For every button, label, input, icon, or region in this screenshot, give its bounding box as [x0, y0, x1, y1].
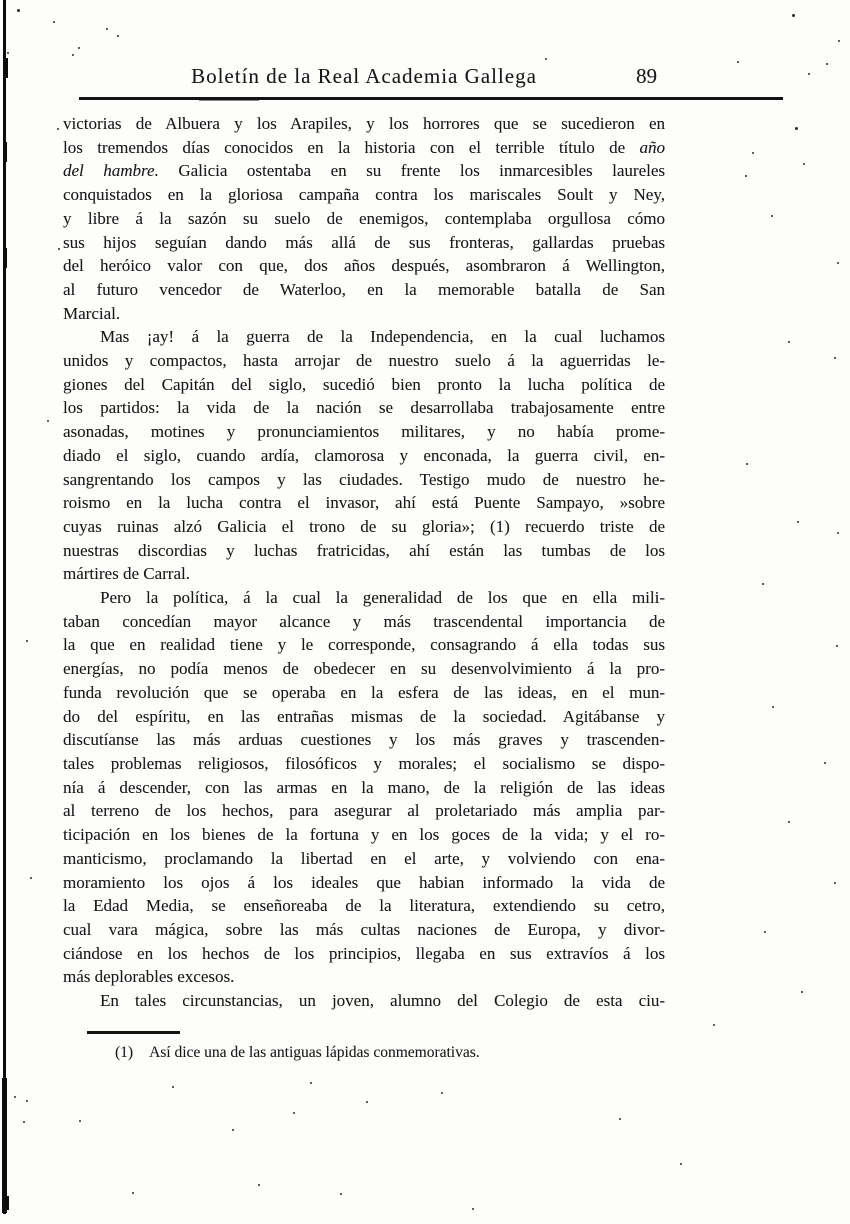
- text-line: giones del Capitán del siglo, sucedió bien pronto la lucha política de: [63, 374, 665, 394]
- scan-speck: [26, 1100, 28, 1102]
- text-line: nuestras discordias y luchas fratricidas, ahí están las tumbas de los: [63, 540, 665, 560]
- text-line: manticismo, proclamando la libertad en el arte, y volviendo con ena-: [63, 848, 665, 868]
- scan-edge-artifact: [2, 1078, 7, 1213]
- footnote: [63, 1042, 665, 1064]
- scan-speck: [837, 262, 839, 264]
- text-line: y libre á la sazón su suelo de enemigos, contemplaba orgullosa cómo: [63, 208, 665, 228]
- text-line: discutíanse las más arduas cuestiones y los más graves y trascenden-: [63, 730, 665, 750]
- text-line: tales problemas religiosos, filosóficos y morales; el socialismo se dispo-: [63, 753, 665, 773]
- scan-speck: [340, 1193, 342, 1195]
- text-line: asonadas, motines y pronunciamientos militares, y no había prome-: [63, 422, 665, 442]
- text-line: diado el siglo, cuando ardía, clamorosa y enconada, la guerra civil, en-: [63, 445, 665, 465]
- text-line: conquistados en la gloriosa campaña contra los mariscales Soult y Ney,: [63, 185, 665, 205]
- scan-edge-artifact: [3, 58, 8, 78]
- paragraph: [63, 586, 665, 989]
- text-line: al futuro vencedor de Waterloo, en la memorable batalla de San: [63, 279, 665, 299]
- paragraph: [63, 112, 665, 325]
- scan-speck: [293, 1112, 295, 1114]
- scan-speck: [79, 1120, 81, 1122]
- scan-speck: [838, 40, 840, 42]
- scan-speck: [132, 1192, 134, 1194]
- scan-speck: [545, 58, 547, 60]
- scan-speck: [801, 991, 803, 993]
- scan-speck: [788, 821, 790, 823]
- scan-speck: [172, 1086, 174, 1088]
- text-line: Mas ¡ay! á la guerra de la Independencia, en la cual luchamos: [100, 327, 665, 347]
- text-line: cuyas ruinas alzó Galicia el trono de su gloria»; (1) recuerdo triste de: [63, 516, 665, 536]
- scan-speck: [30, 877, 32, 879]
- scan-speck: [17, 9, 20, 12]
- footnote-marker: (1): [115, 1044, 134, 1061]
- scan-speck: [795, 127, 798, 130]
- scan-edge-artifact: [3, 0, 6, 1214]
- text-line: do del espíritu, en las entrañas mismas de la sociedad. Agitábanse y: [63, 706, 665, 726]
- scan-speck: [824, 762, 826, 764]
- scan-speck: [117, 35, 119, 37]
- text-line: sangrentando los campos y las ciudades. Testigo mudo de nuestro he-: [63, 469, 665, 489]
- scan-speck: [106, 28, 108, 30]
- scan-speck: [26, 640, 28, 642]
- scan-speck: [752, 152, 754, 154]
- text-line: al terreno de los hechos, para asegurar al proletariado más amplia par-: [63, 801, 665, 821]
- journal-title: Boletín de la Real Academia Gallega: [191, 64, 537, 88]
- text-line: del hambre. Galicia ostentaba en su frente los inmarcesibles laureles: [63, 161, 666, 181]
- text-line: funda revolución que se operaba en la esfera de las ideas, en el mun-: [63, 682, 665, 702]
- scan-edge-artifact: [3, 142, 7, 162]
- running-head: [63, 64, 665, 88]
- scan-speck: [808, 73, 810, 75]
- paragraph: [63, 325, 665, 586]
- scan-speck: [258, 1184, 260, 1186]
- scan-edge-artifact: [3, 248, 7, 268]
- text-line: del heróico valor con que, dos años después, asombraron á Wellington,: [63, 256, 665, 276]
- page-body: [63, 112, 665, 1013]
- scan-speck: [746, 463, 748, 465]
- text-line: los partidos: la vida de la nación se desarrollaba trabajosamente entre: [63, 398, 665, 418]
- scan-speck: [737, 61, 739, 63]
- text-line: mártires de Carral.: [63, 564, 190, 584]
- text-line: En tales circunstancias, un joven, alumno del Colegio de esta ciu-: [100, 991, 665, 1011]
- header-rule: [79, 97, 783, 100]
- scan-speck: [837, 532, 839, 534]
- text-line: Pero la política, á la cual la generalidad de los que en ella mili-: [100, 588, 665, 608]
- text-line: cual vara mágica, sobre las más cultas naciones de Europa, y divor-: [63, 919, 665, 939]
- scan-speck: [803, 163, 805, 165]
- scan-edge-artifact: [2, 1196, 9, 1210]
- scan-speck: [771, 215, 773, 217]
- text-line: nía á descender, con las armas en la mano, de la religión de las ideas: [63, 777, 665, 797]
- text-line: unidos y compactos, hasta arrojar de nuestro suelo á la aguerridas le-: [63, 351, 665, 371]
- text-line: la Edad Media, se enseñoreaba de la literatura, extendiendo su cetro,: [63, 896, 665, 916]
- scan-speck: [680, 1163, 682, 1165]
- scan-speck: [53, 21, 55, 23]
- scan-speck: [310, 1082, 312, 1084]
- footnote-rule: [87, 1031, 180, 1034]
- text-line: victorias de Albuera y los Arapiles, y los horrores que se sucedieron en: [63, 114, 665, 133]
- text-line: sus hijos seguían dando más allá de sus fronteras, gallardas pruebas: [63, 232, 665, 252]
- scan-speck: [14, 1096, 16, 1098]
- scan-speck: [762, 583, 764, 585]
- text-line: ciándose en los hechos de los principios, llegaba en sus extravíos á los: [63, 943, 665, 963]
- scan-speck: [826, 63, 828, 65]
- footnote-text: Así dice una de las antiguas lápidas conmemorativas.: [149, 1044, 480, 1061]
- scan-speck: [772, 706, 774, 708]
- scan-speck: [619, 1118, 621, 1120]
- text-line: más deplorables excesos.: [63, 967, 235, 987]
- scan-speck: [441, 1092, 443, 1094]
- scan-speck: [788, 341, 790, 343]
- scan-speck: [232, 1129, 234, 1131]
- scan-speck: [78, 47, 80, 49]
- scan-speck: [47, 420, 49, 422]
- text-line: moramiento los ojos á los ideales que habian informado la vida de: [63, 872, 665, 892]
- text-line: la que en realidad tiene y le corresponde, consagrando á ella todas sus: [63, 635, 665, 655]
- scan-speck: [713, 1024, 715, 1026]
- scan-speck: [366, 1101, 368, 1103]
- scan-speck: [834, 357, 836, 359]
- scan-speck: [472, 1208, 474, 1210]
- text-line: energías, no podía menos de obedecer en su desenvolvimiento á la pro-: [63, 659, 665, 679]
- scan-speck: [745, 175, 747, 177]
- paragraph: [63, 989, 665, 1013]
- scan-speck: [836, 645, 838, 647]
- text-line: roismo en la lucha contra el invasor, ahí está Puente Sampayo, »sobre: [63, 493, 665, 513]
- scan-speck: [792, 14, 795, 17]
- scan-speck: [57, 128, 59, 130]
- text-line: taban concedían mayor alcance y más trascendental importancia de: [63, 611, 665, 631]
- text-line: ticipación en los bienes de la fortuna y en los goces de la vida; y el ro-: [63, 825, 665, 845]
- scan-speck: [7, 52, 9, 54]
- page-number: 89: [636, 64, 657, 88]
- scan-speck: [58, 248, 60, 250]
- scan-speck: [72, 54, 74, 56]
- scan-speck: [834, 882, 836, 884]
- scan-speck: [23, 1121, 25, 1123]
- scan-speck: [764, 931, 766, 933]
- scan-speck: [797, 521, 799, 523]
- text-line: Marcial.: [63, 303, 121, 323]
- text-line: los tremendos días conocidos en la historia con el terrible título de año: [63, 137, 665, 157]
